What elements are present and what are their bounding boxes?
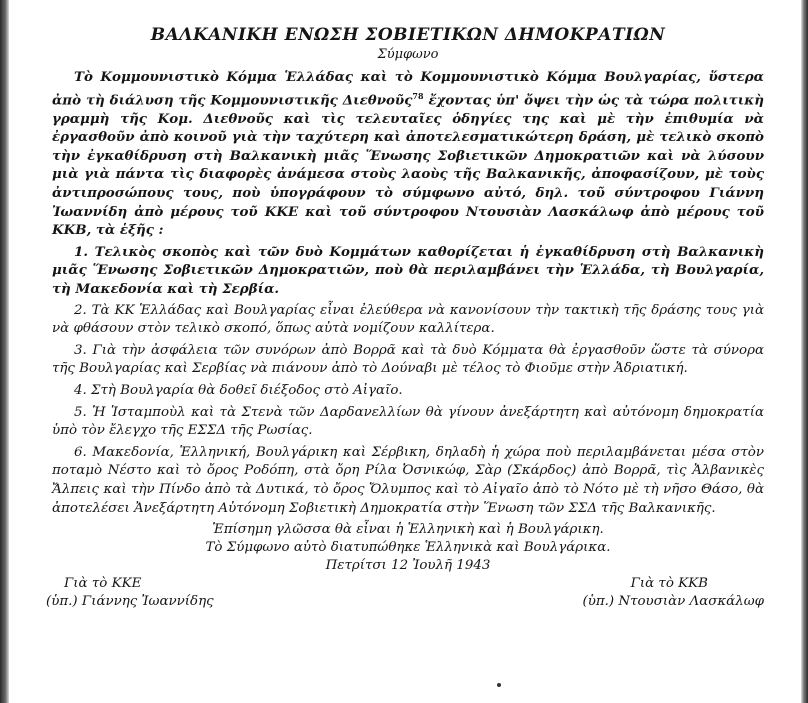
signature-name-right: (ὑπ.) Ντουσιὰν Λασκάλωφ (582, 594, 764, 610)
official-language-line: Ἐπίσημη γλῶσσα θὰ εἶναι ἡ Ἑλληνικὴ καὶ ἡ Βουλγάρικη. (212, 522, 604, 538)
article-4: 4. Στὴ Βουλγαρία θὰ δοθεῖ διέξοδος στὸ Αἰγαῖο. (74, 382, 403, 398)
signature-name-row (46, 593, 764, 611)
place-and-date: Πετρίτσι 12 Ἰουλῆ 1943 (325, 558, 491, 574)
scan-border-left (0, 0, 9, 703)
intro-text-part1: Τὸ Κομμουνιστικὸ Κόμμα Ἑλλάδας καὶ τὸ Κομμουνιστικὸ Κόμμα Βουλγαρίας, ὕστερα ἀπὸ τὴ διάλυση τῆς Κομμουνιστικῆς Διεθνοῦς (52, 69, 764, 109)
footnote-reference: 78 (412, 90, 424, 101)
intro-text-part2: ἔχοντας ὑπ' ὄψει τὴν ὡς τὰ τώρα πολιτικὴ γραμμὴ τῆς Κομ. Διεθνοῦς καὶ τὶς τελευταῖες ὁδηγίες της καὶ μὲ τὴν ἐπιθυμία νὰ ἐργασθοῦν ἀπὸ κοινοῦ γιὰ τὴν ταχύτερη καὶ ἀποτελεσματικώτερη δράση, μὲ τελικὸ σκοπὸ τὴν ἐγκαθίδρυση στὴ Βαλκανικὴ μιᾶς Ἕνωσης Σοβιετικῶν Δημοκρατιῶν καὶ νὰ λύσουν μιὰ γιὰ πάντα τὶς διαφορὲς ἀνάμεσα στοὺς λαοὺς τῆς Βαλκανικῆς, ἀποφασίζουν, μὲ τοὺς ἀντιπροσώπους τους, ποὺ ὑπογράφουν τὸ σύμφωνο αὐτό, δηλ. τοῦ σύντροφου Γιάννη Ἰωαννίδη ἀπὸ μέρους τοῦ ΚΚΕ καὶ τοῦ σύντροφου Ντουσιὰν Λασκάλωφ ἀπὸ μέρους τοῦ ΚΚΒ, τὰ ἑξῆς : (52, 92, 764, 239)
scan-border-right (801, 0, 808, 703)
document-title: ΒΑΛΚΑΝΙΚΗ ΕΝΩΣΗ ΣΟΒΙΕΤΙΚΩΝ ΔΗΜΟΚΡΑΤΙΩΝ (150, 25, 666, 45)
document-body (46, 24, 764, 611)
signature-party-row (52, 575, 764, 593)
article-5: 5. Ἡ Ἰσταμποὺλ καὶ τὰ Στενὰ τῶν Δαρδανελλίων θὰ γίνουν ἀνεξάρτητη καὶ αὐτόνομη δημοκρατία ὑπὸ τὸν ἔλεγχο τῆς ΕΣΣΔ τῆς Ρωσίας. (52, 404, 764, 439)
document-subtitle: Σύμφωνο (377, 47, 439, 62)
drafted-language-line: Τὸ Σύμφωνο αὐτὸ διατυπώθηκε Ἑλληνικὰ καὶ Βουλγάρικα. (205, 540, 611, 556)
signature-party-right: Γιὰ τὸ ΚΚΒ (630, 576, 708, 592)
signature-party-left: Γιὰ τὸ ΚΚΕ (64, 576, 142, 592)
scan-speck (497, 683, 501, 687)
article-1: 1. Τελικὸς σκοπὸς καὶ τῶν δυὸ Κομμάτων καθορίζεται ἡ ἐγκαθίδρυση στὴ Βαλκανικὴ μιᾶς Ἕνωσης Σοβιετικῶν Δημοκρατιῶν, ποὺ θὰ περιλαμβάνει τὴν Ἑλλάδα, τὴ Βουλγαρία, τὴ Μακεδονία καὶ τὴ Σερβία. (52, 243, 764, 297)
intro-paragraph (52, 68, 764, 240)
article-6: 6. Μακεδονία, Ἑλληνική, Βουλγάρικη καὶ Σέρβικη, δηλαδὴ ἡ χώρα ποὺ περιλαμβάνεται μέσα στὸν ποταμὸ Νέστο καὶ τὸ ὄρος Ροδόπη, στὰ ὄρη Ρίλα Ὀσνικώφ, Σὰρ (Σκάρδος) ἀπὸ Βορρᾶ, τὶς Ἀλβανικὲς Ἄλπεις καὶ τὴν Πίνδο ἀπὸ τὰ Δυτικά, τὸ ὄρος Ὄλυμπος καὶ τὸ Αἰγαῖο ἀπὸ τὸ Νότο μὲ τὴ νῆσο Θάσο, θὰ ἀποτελέσει Ἀνεξάρτητη Αὐτόνομη Σοβιετικὴ Δημοκρατία στὴν Ἕνωση τῶν ΣΣΔ τῆς Βαλκανικῆς. (52, 444, 764, 516)
article-3: 3. Γιὰ τὴν ἀσφάλεια τῶν συνόρων ἀπὸ Βορρᾶ καὶ τὰ δυὸ Κόμματα θὰ ἐργασθοῦν ὥστε τὰ σύνορα τῆς Βουλγαρίας καὶ Σερβίας νὰ πιάνουν ἀπὸ τὸ Δούναβι μὲ τέλος τὸ Φιοῦμε στὴν Ἀδριατική. (52, 342, 764, 377)
article-2: 2. Τὰ ΚΚ Ἑλλάδας καὶ Βουλγαρίας εἶναι ἐλεύθερα νὰ κανονίσουν τὴν τακτικὴ τῆς δράσης τους γιὰ νὰ φθάσουν στὸν τελικὸ σκοπό, ὅπως αὐτὰ νομίζουν καλλίτερα. (52, 302, 764, 337)
signature-name-left: (ὑπ.) Γιάννης Ἰωαννίδης (46, 594, 214, 610)
